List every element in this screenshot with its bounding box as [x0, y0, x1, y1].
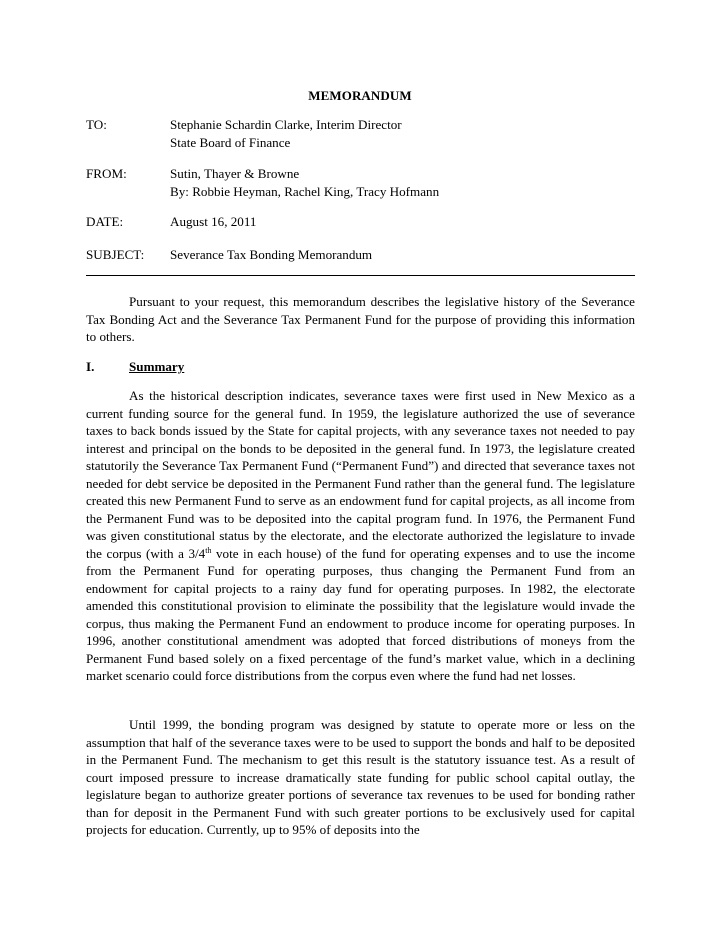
summary-paragraph [86, 387, 635, 685]
intro-paragraph: Pursuant to your request, this memorandum describes the legislative history of the Severance Tax Bonding Act and the Severance Tax Permanent Fund for the purpose of providing this information to others. [86, 294, 635, 344]
summary-text-part1: As the historical description indicates, severance taxes were first used in New Mexico as a current funding source for the general fund. In 1959, the legislature authorized the use of severance taxes to back bonds issued by the State for capital projects, with any severance taxes not needed to pay interest and principal on the bonds to be deposited in the general fund. In 1973, the legislature created statutorily the Severance Tax Permanent Fund (“Permanent Fund”) and directed that severance taxes not needed for debt service be deposited in the Permanent Fund rather than the general fund. The legislature created this new Permanent Fund to serve as an endowment fund for capital projects, as all income from the Permanent Fund was to be deposited into the capital program fund. In 1976, the Permanent Fund was given constitutional status by the electorate, and the electorate authorized the legislature to invade the corpus (with a 3/4 [86, 388, 635, 561]
subject-value-wrap [170, 246, 650, 264]
from-label: FROM: [86, 166, 127, 181]
bonding-paragraph: Until 1999, the bonding program was designed by statute to operate more or less on the assumption that half of the severance taxes were to be used to support the bonds and half to be deposited in the Permanent Fund. The mechanism to get this result is the statutory issuance test. As a result of court imposed pressure to increase dramatically state funding for public school capital outlay, the legislature began to authorize greater portions of severance tax revenues to be used for bonding rather than for deposit in the Permanent Fund with such greater portions to be exclusively used for capital projects for education. Currently, up to 95% of deposits into the [86, 717, 635, 837]
header-divider [86, 275, 635, 276]
to-recipient-org: State Board of Finance [170, 134, 291, 150]
date-value-wrap [170, 213, 650, 231]
subject-label: SUBJECT: [86, 247, 145, 262]
memo-title: MEMORANDUM [308, 88, 412, 103]
date-label: DATE: [86, 214, 124, 229]
subject-value: Severance Tax Bonding Memorandum [170, 247, 373, 262]
summary-text-part2: vote in each house) of the fund for operating expenses and to use the income from the Permanent Fund for operating purposes, thus changing the Permanent Fund from an endowment for capital projects to a rainy day fund for operating purposes. In 1982, the electorate amended this constitutional provision to eliminate the possibility that the legislature would invade the corpus, thus making the Permanent Fund an endowment to produce income for operating purposes. In 1996, another constitutional amendment was adopted that forced distributions of moneys from the Permanent Fund based solely on a fixed percentage of the fund’s market value, which in a declining market scenario could force distributions from the corpus even where the fund had net losses. [86, 545, 635, 683]
to-value [170, 116, 650, 151]
section-title: Summary [129, 359, 185, 374]
date-value: August 16, 2011 [170, 214, 257, 229]
section-number: I. [86, 359, 95, 374]
from-firm: Sutin, Thayer & Browne [170, 166, 300, 181]
ordinal-superscript: th [205, 545, 212, 555]
from-authors: By: Robbie Heyman, Rachel King, Tracy Hofmann [170, 183, 440, 199]
to-label: TO: [86, 117, 107, 132]
to-recipient-name: Stephanie Schardin Clarke, Interim Director [170, 117, 402, 132]
from-value [170, 165, 650, 200]
